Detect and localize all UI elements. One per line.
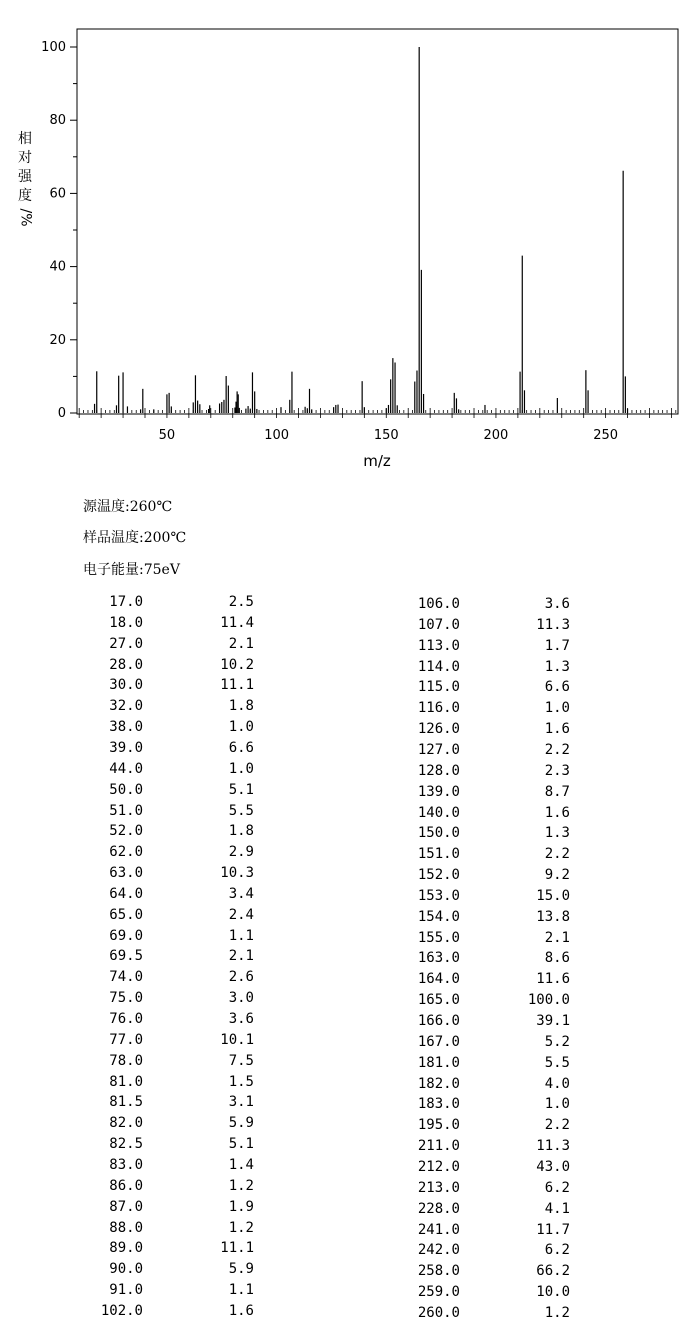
peak-mz: 76.0 xyxy=(109,1011,143,1027)
peak-row xyxy=(0,1136,260,1156)
peak-mz: 228.0 xyxy=(417,1200,460,1217)
peak-table-left xyxy=(0,594,260,1324)
peak-intensity: 1.4 xyxy=(228,1156,254,1173)
peak-intensity: 6.6 xyxy=(544,679,570,696)
x-tick-label: 200 xyxy=(483,428,509,443)
peak-intensity: 1.0 xyxy=(228,719,254,736)
peak-row xyxy=(320,805,580,825)
peak-row xyxy=(0,698,260,718)
peak-intensity: 1.2 xyxy=(544,1304,570,1321)
peak-intensity: 7.5 xyxy=(228,1052,254,1069)
peak-intensity: 100.0 xyxy=(527,992,570,1009)
mass-spectrum-chart xyxy=(0,0,687,480)
peak-row xyxy=(320,1055,580,1075)
peak-row xyxy=(0,1303,260,1323)
peak-mz: 154.0 xyxy=(417,908,460,925)
peak-intensity: 1.2 xyxy=(228,1177,254,1194)
peak-mz: 27.0 xyxy=(109,635,143,652)
peak-mz: 153.0 xyxy=(417,887,460,904)
peak-intensity: 10.3 xyxy=(220,865,254,882)
peak-mz: 163.0 xyxy=(417,950,460,967)
peak-mz: 39.0 xyxy=(109,739,143,756)
peak-row xyxy=(0,844,260,864)
peak-row xyxy=(0,803,260,823)
peak-intensity: 5.5 xyxy=(228,802,254,819)
peak-row xyxy=(320,992,580,1012)
peak-intensity: 6.2 xyxy=(544,1179,570,1196)
peak-mz: 86.0 xyxy=(109,1177,143,1194)
peak-intensity: 10.2 xyxy=(220,656,254,673)
peak-row xyxy=(320,1180,580,1200)
y-tick-label: 0 xyxy=(57,406,66,421)
peak-mz: 82.5 xyxy=(109,1136,143,1153)
peak-mz: 155.0 xyxy=(417,929,460,946)
peak-row xyxy=(0,1074,260,1094)
peak-row xyxy=(320,846,580,866)
peak-intensity: 1.0 xyxy=(228,760,254,777)
peak-row xyxy=(320,617,580,637)
peak-row xyxy=(0,1282,260,1302)
x-tick-label: 100 xyxy=(264,428,290,443)
peak-intensity: 1.3 xyxy=(544,658,570,675)
peak-intensity: 1.3 xyxy=(544,825,570,842)
peak-mz: 30.0 xyxy=(109,677,143,694)
peak-row xyxy=(320,1284,580,1304)
peak-row xyxy=(320,784,580,804)
peak-intensity: 3.0 xyxy=(228,990,254,1007)
peak-row xyxy=(0,1115,260,1135)
peak-row xyxy=(320,1034,580,1054)
peak-mz: 91.0 xyxy=(109,1282,143,1299)
y-axis-ticks xyxy=(41,40,77,421)
peak-row xyxy=(320,700,580,720)
x-axis-ticks xyxy=(79,408,676,443)
peak-mz: 74.0 xyxy=(109,969,143,986)
peak-mz: 107.0 xyxy=(417,616,460,633)
peak-mz: 17.0 xyxy=(109,594,143,610)
peak-mz: 127.0 xyxy=(417,741,460,758)
peak-mz: 18.0 xyxy=(109,614,143,631)
peak-row xyxy=(0,719,260,739)
peak-row xyxy=(0,594,260,614)
peak-intensity: 2.1 xyxy=(544,929,570,946)
peak-intensity: 6.6 xyxy=(228,739,254,756)
peak-row xyxy=(0,636,260,656)
y-axis-label-char: 度 xyxy=(18,188,32,204)
peak-intensity: 1.7 xyxy=(544,637,570,654)
peak-intensity: 1.5 xyxy=(228,1073,254,1090)
y-axis-label-char: 相 xyxy=(18,131,32,147)
peak-intensity: 1.1 xyxy=(228,927,254,944)
y-tick-label: 20 xyxy=(49,332,66,348)
peak-row xyxy=(320,742,580,762)
peak-mz: 150.0 xyxy=(417,825,460,842)
y-axis-label-char: 对 xyxy=(18,150,32,166)
peak-mz: 77.0 xyxy=(109,1031,143,1048)
peak-intensity: 8.6 xyxy=(544,950,570,967)
peak-row xyxy=(0,907,260,927)
peak-intensity: 15.0 xyxy=(536,887,570,904)
peak-intensity: 1.8 xyxy=(228,823,254,840)
peak-mz: 38.0 xyxy=(109,719,143,736)
peak-intensity: 11.3 xyxy=(536,616,570,633)
source-temperature: 源温度:260℃ xyxy=(83,499,173,515)
peak-intensity: 2.5 xyxy=(228,594,254,610)
peak-mz: 126.0 xyxy=(417,721,460,738)
peak-mz: 116.0 xyxy=(417,700,460,717)
peak-mz: 181.0 xyxy=(417,1054,460,1071)
peak-intensity: 1.6 xyxy=(228,1302,254,1319)
peak-row xyxy=(320,638,580,658)
peak-row xyxy=(320,1076,580,1096)
peak-row xyxy=(320,1222,580,1242)
peak-mz: 211.0 xyxy=(417,1138,460,1155)
peak-mz: 64.0 xyxy=(109,885,143,902)
peak-intensity: 3.1 xyxy=(228,1094,254,1111)
peak-row xyxy=(0,782,260,802)
peak-intensity: 9.2 xyxy=(544,867,570,884)
peak-intensity: 5.1 xyxy=(228,781,254,798)
peak-mz: 258.0 xyxy=(417,1263,460,1280)
peak-intensity: 2.4 xyxy=(228,906,254,923)
peak-row xyxy=(0,969,260,989)
peak-mz: 152.0 xyxy=(417,867,460,884)
peak-row xyxy=(0,928,260,948)
peak-row xyxy=(0,657,260,677)
y-tick-label: 40 xyxy=(49,259,66,275)
peak-row xyxy=(0,677,260,697)
peak-mz: 75.0 xyxy=(109,990,143,1007)
peak-mz: 69.0 xyxy=(109,927,143,944)
peak-mz: 81.0 xyxy=(109,1073,143,1090)
peak-mz: 90.0 xyxy=(109,1261,143,1278)
peak-intensity: 2.6 xyxy=(228,969,254,986)
peak-intensity: 10.1 xyxy=(220,1031,254,1048)
electron-energy: 电子能量:75eV xyxy=(83,562,180,578)
peak-intensity: 5.1 xyxy=(228,1136,254,1153)
peak-mz: 241.0 xyxy=(417,1221,460,1238)
peak-row xyxy=(0,1261,260,1281)
peak-row xyxy=(320,721,580,741)
peak-mz: 88.0 xyxy=(109,1219,143,1236)
x-tick-label: 50 xyxy=(158,428,176,443)
peak-intensity: 4.0 xyxy=(544,1075,570,1092)
peak-row xyxy=(0,886,260,906)
peak-mz: 165.0 xyxy=(417,992,460,1009)
peak-row xyxy=(0,1011,260,1031)
peak-row xyxy=(320,1117,580,1137)
peak-mz: 106.0 xyxy=(417,596,460,612)
peak-row xyxy=(0,865,260,885)
peak-intensity: 2.2 xyxy=(544,1117,570,1134)
peak-mz: 259.0 xyxy=(417,1284,460,1301)
peak-row xyxy=(320,909,580,929)
peak-mz: 140.0 xyxy=(417,804,460,821)
peak-mz: 183.0 xyxy=(417,1096,460,1113)
peak-mz: 65.0 xyxy=(109,906,143,923)
peak-mz: 44.0 xyxy=(109,760,143,777)
peak-mz: 164.0 xyxy=(417,971,460,988)
x-tick-label: 150 xyxy=(373,428,399,443)
peak-intensity: 1.0 xyxy=(544,700,570,717)
peak-intensity: 13.8 xyxy=(536,908,570,925)
peak-intensity: 6.2 xyxy=(544,1242,570,1259)
peak-mz: 81.5 xyxy=(109,1094,143,1111)
peak-intensity: 1.6 xyxy=(544,721,570,738)
sample-temperature: 样品温度:200℃ xyxy=(83,530,187,546)
peak-mz: 89.0 xyxy=(109,1240,143,1257)
peak-mz: 32.0 xyxy=(109,698,143,715)
peak-mz: 63.0 xyxy=(109,865,143,882)
peak-mz: 242.0 xyxy=(417,1242,460,1259)
peak-intensity: 3.4 xyxy=(228,885,254,902)
peak-intensity: 2.1 xyxy=(228,635,254,652)
peak-mz: 82.0 xyxy=(109,1115,143,1132)
peak-intensity: 43.0 xyxy=(536,1158,570,1175)
peak-row xyxy=(320,1305,580,1325)
peak-row xyxy=(320,930,580,950)
peak-mz: 115.0 xyxy=(417,679,460,696)
peak-intensity: 2.3 xyxy=(544,762,570,779)
peak-row xyxy=(0,761,260,781)
peak-mz: 182.0 xyxy=(417,1075,460,1092)
peak-intensity: 1.0 xyxy=(544,1096,570,1113)
peak-mz: 167.0 xyxy=(417,1033,460,1050)
peak-intensity: 4.1 xyxy=(544,1200,570,1217)
peak-intensity: 11.1 xyxy=(220,1240,254,1257)
peak-mz: 51.0 xyxy=(109,802,143,819)
y-axis-label-unit: /% xyxy=(17,208,34,227)
peak-intensity: 5.9 xyxy=(228,1115,254,1132)
peak-mz: 83.0 xyxy=(109,1156,143,1173)
peak-intensity: 11.1 xyxy=(220,677,254,694)
peak-row xyxy=(320,1242,580,1262)
peak-row xyxy=(0,990,260,1010)
peak-row xyxy=(320,596,580,616)
peak-mz: 102.0 xyxy=(100,1302,143,1319)
peak-row xyxy=(0,615,260,635)
peak-row xyxy=(0,1199,260,1219)
peak-intensity: 2.2 xyxy=(544,741,570,758)
peak-row xyxy=(0,1220,260,1240)
peak-intensity: 2.1 xyxy=(228,948,254,965)
y-tick-label: 80 xyxy=(49,113,66,129)
peak-intensity: 1.8 xyxy=(228,698,254,715)
peak-row xyxy=(320,679,580,699)
peak-mz: 139.0 xyxy=(417,783,460,800)
peak-row xyxy=(320,888,580,908)
peak-row xyxy=(320,867,580,887)
peak-mz: 260.0 xyxy=(417,1304,460,1321)
plot-frame xyxy=(77,29,678,414)
peak-mz: 166.0 xyxy=(417,1013,460,1029)
peak-row xyxy=(0,1053,260,1073)
peak-intensity: 1.9 xyxy=(228,1198,254,1215)
y-tick-label: 60 xyxy=(49,186,66,202)
peak-intensity: 2.9 xyxy=(228,844,254,861)
peak-row xyxy=(0,1032,260,1052)
peak-row xyxy=(320,1263,580,1283)
peak-row xyxy=(0,1178,260,1198)
peak-mz: 213.0 xyxy=(417,1179,460,1196)
peak-row xyxy=(320,950,580,970)
peak-row xyxy=(320,1138,580,1158)
peak-intensity: 10.0 xyxy=(536,1284,570,1301)
peak-intensity: 11.4 xyxy=(220,614,254,631)
peak-intensity: 11.6 xyxy=(536,971,570,988)
peak-row xyxy=(320,659,580,679)
peak-intensity: 1.2 xyxy=(228,1219,254,1236)
peak-mz: 151.0 xyxy=(417,846,460,863)
peak-intensity: 1.1 xyxy=(228,1282,254,1299)
peak-mz: 195.0 xyxy=(417,1117,460,1134)
peak-row xyxy=(0,1157,260,1177)
peak-mz: 28.0 xyxy=(109,656,143,673)
y-tick-label: 100 xyxy=(41,40,66,55)
x-tick-label: 250 xyxy=(593,428,619,443)
peak-mz: 87.0 xyxy=(109,1198,143,1215)
peak-row xyxy=(320,1013,580,1033)
peak-intensity: 5.9 xyxy=(228,1261,254,1278)
peak-bars xyxy=(95,47,628,413)
peak-mz: 62.0 xyxy=(109,844,143,861)
peak-intensity: 8.7 xyxy=(544,783,570,800)
y-axis-label-char: 强 xyxy=(18,169,32,185)
x-axis-label: m/z xyxy=(363,452,391,470)
peak-intensity: 3.6 xyxy=(228,1011,254,1027)
peak-row xyxy=(320,1201,580,1221)
peak-mz: 78.0 xyxy=(109,1052,143,1069)
peak-intensity: 1.6 xyxy=(544,804,570,821)
peak-mz: 212.0 xyxy=(417,1158,460,1175)
peak-intensity: 5.2 xyxy=(544,1033,570,1050)
peak-mz: 69.5 xyxy=(109,948,143,965)
peak-mz: 114.0 xyxy=(417,658,460,675)
peak-intensity: 2.2 xyxy=(544,846,570,863)
peak-mz: 113.0 xyxy=(417,637,460,654)
peak-row xyxy=(320,1159,580,1179)
peak-row xyxy=(0,823,260,843)
peak-intensity: 39.1 xyxy=(536,1013,570,1029)
peak-intensity: 11.3 xyxy=(536,1138,570,1155)
peak-row xyxy=(0,1094,260,1114)
peak-row xyxy=(320,1096,580,1116)
y-axis-label xyxy=(14,130,36,227)
peak-table-right xyxy=(320,596,580,1324)
peak-mz: 128.0 xyxy=(417,762,460,779)
peak-row xyxy=(320,763,580,783)
peak-intensity: 5.5 xyxy=(544,1054,570,1071)
peak-row xyxy=(320,825,580,845)
peak-row xyxy=(0,948,260,968)
peak-row xyxy=(320,971,580,991)
peak-row xyxy=(0,740,260,760)
peak-intensity: 66.2 xyxy=(536,1263,570,1280)
peak-row xyxy=(0,1240,260,1260)
peak-intensity: 11.7 xyxy=(536,1221,570,1238)
peak-mz: 52.0 xyxy=(109,823,143,840)
peak-mz: 50.0 xyxy=(109,781,143,798)
peak-intensity: 3.6 xyxy=(544,596,570,612)
